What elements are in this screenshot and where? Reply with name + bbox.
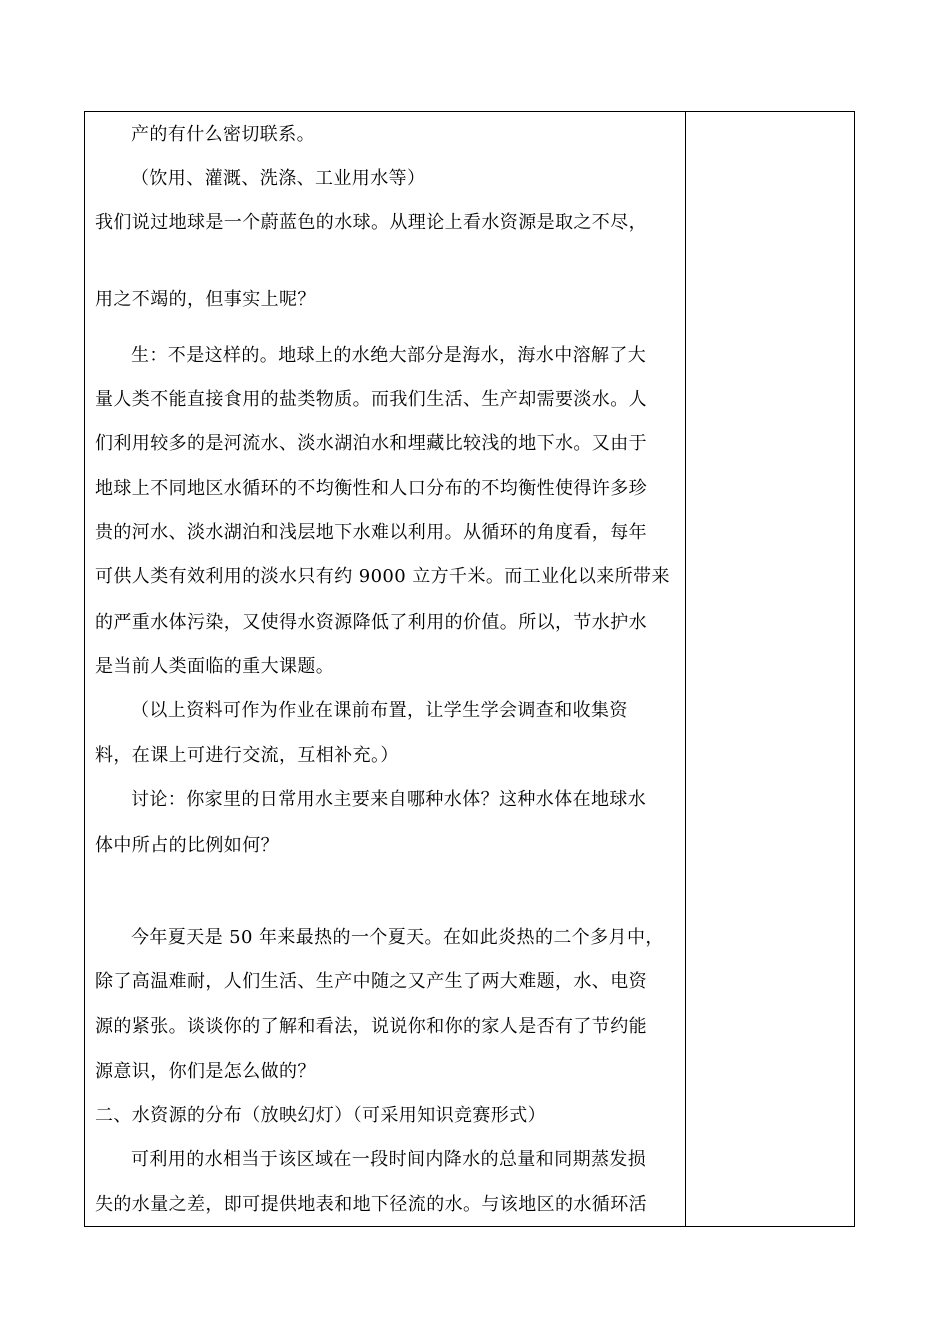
text-line: 们利用较多的是河流水、淡水湖泊水和埋藏比较浅的地下水。又由于 [95, 433, 647, 454]
text-line: 我们说过地球是一个蔚蓝色的水球。从理论上看水资源是取之不尽， [95, 212, 647, 233]
section-heading: 二、水资源的分布（放映幻灯）（可采用知识竞赛形式） [95, 1105, 546, 1126]
text-line: 除了高温难耐，人们生活、生产中随之又产生了两大难题，水、电资 [95, 971, 647, 992]
lesson-table [84, 111, 855, 1227]
text-line: 体中所占的比例如何？ [95, 835, 279, 856]
text-line: 失的水量之差，即可提供地表和地下径流的水。与该地区的水循环活 [95, 1194, 647, 1215]
text-line: 的严重水体污染，又使得水资源降低了利用的价值。所以，节水护水 [95, 612, 647, 633]
text-line: 量人类不能直接食用的盐类物质。而我们生活、生产却需要淡水。人 [95, 389, 647, 410]
text-line: 可利用的水相当于该区域在一段时间内降水的总量和同期蒸发损 [131, 1149, 647, 1170]
text-line: （以上资料可作为作业在课前布置，让学生学会调查和收集资 [131, 700, 628, 721]
text-line: 讨论：你家里的日常用水主要来自哪种水体？这种水体在地球水 [131, 789, 647, 810]
text-line: 地球上不同地区水循环的不均衡性和人口分布的不均衡性使得许多珍 [95, 478, 647, 499]
text-line: 可供人类有效利用的淡水只有约 9000 立方千米。而工业化以来所带来 [95, 566, 670, 587]
table-column-divider [685, 112, 686, 1226]
text-line: （饮用、灌溉、洗涤、工业用水等） [131, 168, 426, 189]
text-line: 是当前人类面临的重大课题。 [95, 656, 335, 677]
text-line: 用之不竭的，但事实上呢？ [95, 289, 316, 310]
text-line: 源的紧张。谈谈你的了解和看法，说说你和你的家人是否有了节约能 [95, 1016, 647, 1037]
text-line: 源意识，你们是怎么做的？ [95, 1061, 316, 1082]
text-line: 料，在课上可进行交流，互相补充。） [95, 745, 399, 766]
text-line: 今年夏天是 50 年来最热的一个夏天。在如此炎热的二个多月中， [131, 927, 664, 948]
text-line: 贵的河水、淡水湖泊和浅层地下水难以利用。从循环的角度看，每年 [95, 522, 647, 543]
text-line: 生：不是这样的。地球上的水绝大部分是海水，海水中溶解了大 [131, 345, 647, 366]
text-line: 产的有什么密切联系。 [131, 124, 315, 145]
